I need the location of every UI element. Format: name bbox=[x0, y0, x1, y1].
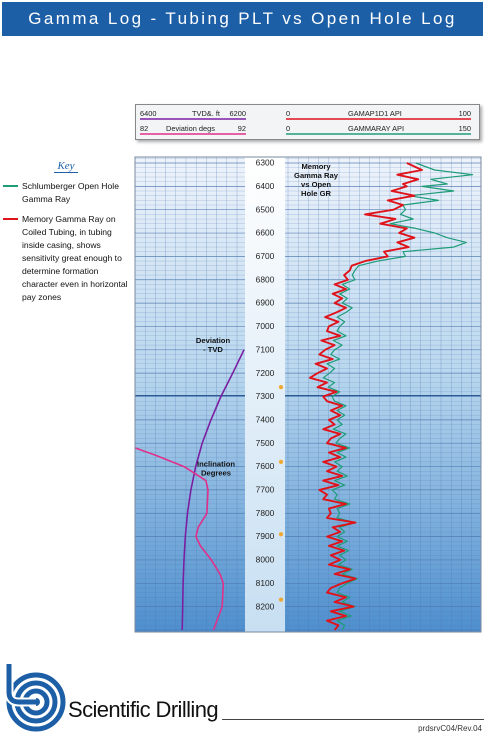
gamap-min-label: 0 bbox=[286, 109, 291, 118]
gammaray-name: GAMMARAY API bbox=[348, 124, 404, 133]
depth-marker bbox=[279, 460, 283, 464]
deviation-name: Deviation degs bbox=[166, 124, 215, 133]
gammaray-min-label: 0 bbox=[286, 124, 291, 133]
depth-tick-label: 8200 bbox=[255, 601, 275, 612]
footer-rule bbox=[222, 719, 484, 720]
scale-header-svg bbox=[136, 105, 479, 139]
annotation-line: Memory bbox=[301, 161, 331, 171]
depth-tick-label: 6700 bbox=[255, 251, 275, 261]
key-title: Key bbox=[0, 160, 132, 173]
annotation-inclination bbox=[197, 460, 235, 478]
depth-tick-label: 8100 bbox=[255, 577, 275, 588]
title-bar bbox=[2, 2, 483, 36]
tvd-max-label: 6200 bbox=[229, 109, 246, 118]
depth-tick-label: 6600 bbox=[255, 227, 275, 238]
page-title: Gamma Log - Tubing PLT vs Open Hole Log bbox=[28, 9, 457, 28]
key-swatch-open-hole bbox=[3, 185, 18, 187]
deviation-max-label: 92 bbox=[237, 124, 246, 133]
depth-marker bbox=[279, 598, 283, 602]
depth-tick-label: 7400 bbox=[255, 414, 275, 425]
depth-tick-label: 7600 bbox=[255, 461, 275, 472]
depth-tick-label: 8000 bbox=[255, 554, 275, 565]
depth-tick-label: 7000 bbox=[255, 321, 275, 332]
annotation-line: - TVD bbox=[203, 344, 223, 354]
depth-tick-label: 6400 bbox=[255, 180, 275, 191]
annotation-line: Inclination bbox=[197, 459, 235, 469]
depth-tick-label: 6900 bbox=[255, 297, 275, 308]
depth-tick-label: 6500 bbox=[255, 204, 275, 215]
depth-tick-label: 7800 bbox=[255, 507, 275, 518]
depth-marker bbox=[279, 532, 283, 536]
annotation-line: vs Open bbox=[301, 179, 331, 189]
depth-tick-label: 6300 bbox=[255, 157, 275, 168]
tvd-name: TVD&. ft bbox=[192, 109, 220, 118]
annotation-line: Gamma Ray bbox=[294, 170, 338, 180]
depth-tick-label: 7300 bbox=[255, 391, 275, 402]
key-label-memory: Memory Gamma Ray on Coiled Tubing, in tubing inside casing, shows sensitivity great enough to determine formation character even in horizontal pay zones bbox=[22, 214, 128, 302]
depth-tick-label: 7700 bbox=[255, 484, 275, 495]
depth-tick-label: 7200 bbox=[255, 367, 275, 378]
key-legend bbox=[0, 160, 132, 304]
key-label-open-hole: Schlumberger Open Hole Gamma Ray bbox=[22, 181, 119, 204]
depth-tick-label: 7100 bbox=[255, 344, 275, 355]
gamap-name: GAMAP1D1 API bbox=[348, 109, 402, 118]
annotation-line: Hole GR bbox=[301, 188, 331, 198]
deviation-min-label: 82 bbox=[140, 124, 149, 133]
gammaray-max-label: 150 bbox=[458, 124, 471, 133]
scientific-drilling-logo-icon bbox=[3, 662, 67, 732]
footer-code: prdsrvC04/Rev.04 bbox=[418, 724, 482, 733]
depth-marker bbox=[279, 385, 283, 389]
key-item-memory bbox=[0, 213, 132, 304]
annotation-line: Degrees bbox=[201, 468, 231, 478]
depth-tick-label: 7500 bbox=[255, 437, 275, 448]
depth-tick-label: 7900 bbox=[255, 531, 275, 542]
gamap-max-label: 100 bbox=[458, 109, 471, 118]
scale-header bbox=[135, 104, 480, 140]
key-item-open-hole bbox=[0, 180, 132, 206]
annotation-line: Deviation bbox=[195, 335, 231, 345]
company-name: Scientific Drilling bbox=[68, 697, 218, 722]
tvd-min-label: 6400 bbox=[140, 109, 157, 118]
key-swatch-memory bbox=[3, 218, 18, 220]
gamma-log-chart bbox=[134, 155, 482, 633]
depth-tick-label: 6800 bbox=[255, 274, 275, 285]
